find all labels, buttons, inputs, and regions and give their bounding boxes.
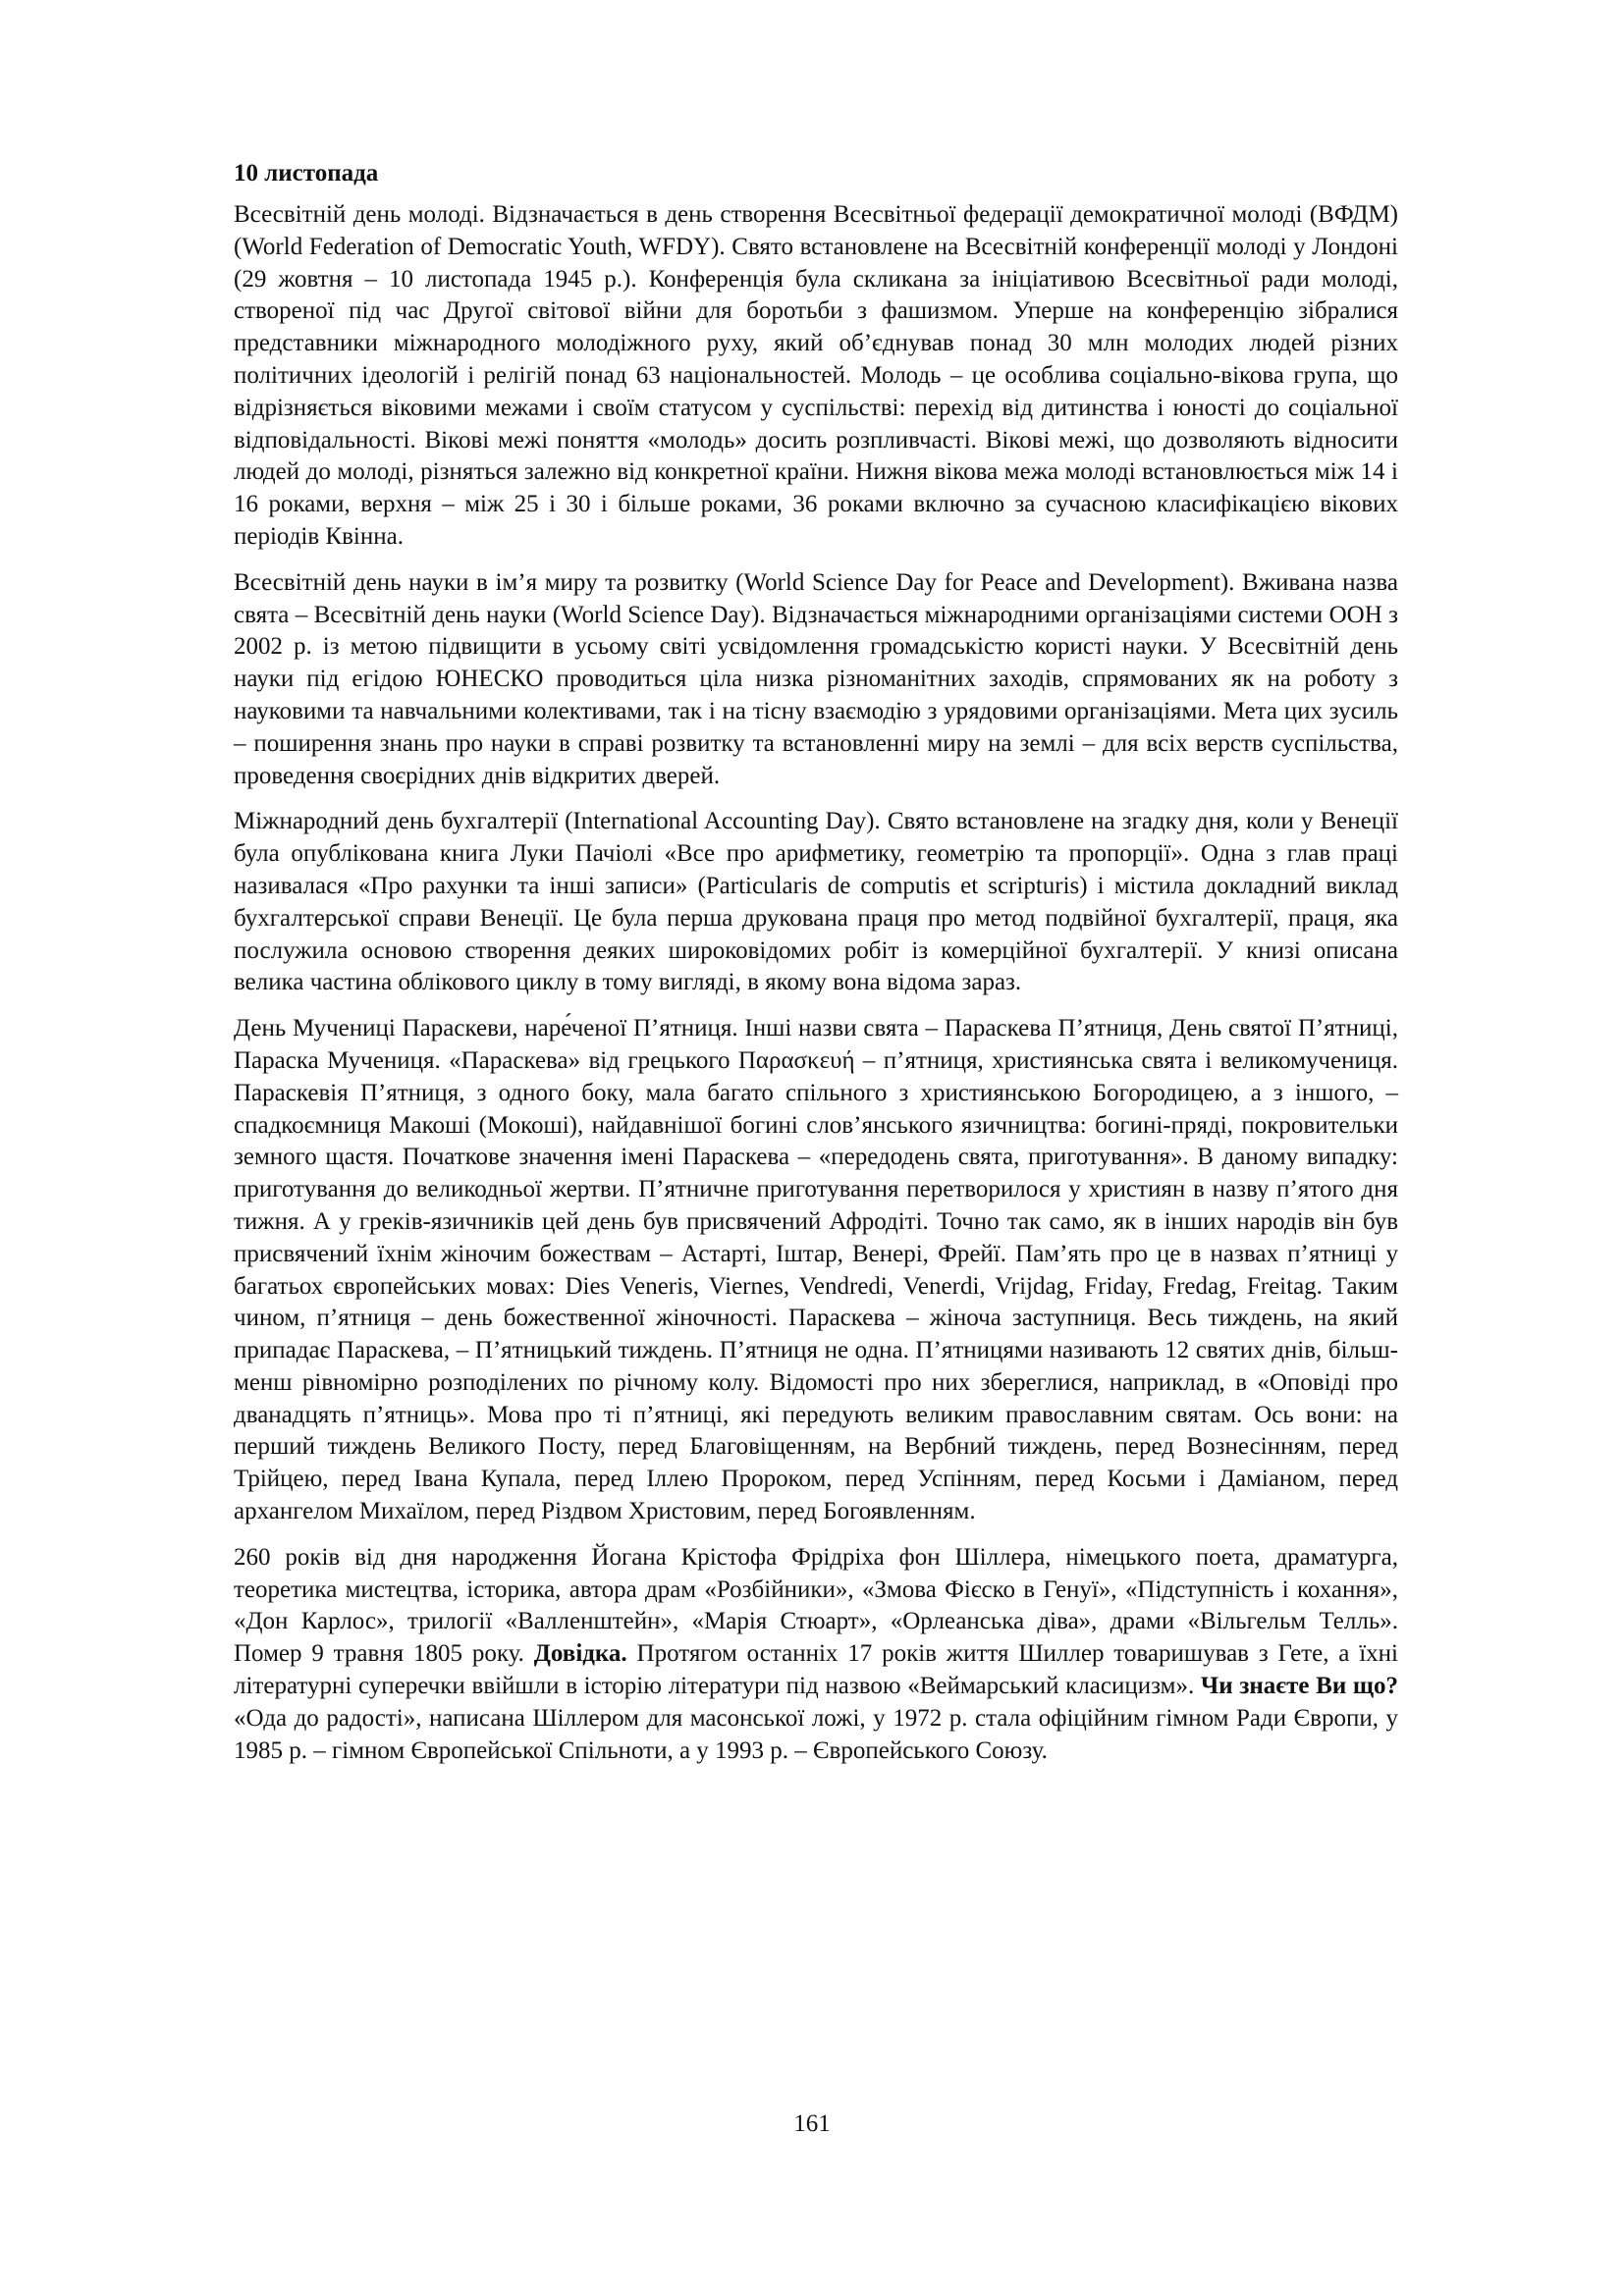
schiller-text-part1: 260 років від дня народження Йогана Крістофа Фрідріха фон Шіллера, німецького поета, драматурга, теоретика мистецтва, історика, автора драм «Розбійники», «Змова Фієско в Генуї», «Підступність і кохання», «Дон Карлос», трилогії «Валленштейн», «Марія Стюарт», «Орлеанська діва», драми «Вільгельм Телль». Помер 9 травня 1805 року. [234,1543,1398,1668]
paragraph-paraskeva-day: День Мучениці Параскеви, наре́ченої П’ятниця. Інші назви свята – Параскева П’ятниця, День святої П’ятниці, Параска Мучениця. «Параскева» від грецького Παρασκευή – п’ятниця, християнська свята і великомучениця. Параскевія П’ятниця, з одного боку, мала багато спільного з християнською Богородицею, а з іншого, – спадкоємниця Макоші (Мокоші), найдавнішої богині слов’янського язичництва: богині-пряді, покровительки земного щастя. Початкове значення імені Параскева – «передодень свята, приготування». В даному випадку: приготування до великодньої жертви. П’ятничне приготування перетворилося у християн в назву п’ятого дня тижня. А у греків-язичників цей день був присвячений Афродіті. Точно так само, як в інших народів він був присвячений їхнім жіночим божествам – Астарті, Іштар, Венері, Фрейї. Пам’ять про це в назвах п’ятниці у багатьох європейських мовах: Dies Veneris, Viernes, Vendredi, Venerdi, Vrijdag, Friday, Fredag, Freitag. Таким чином, п’ятниця – день божественної жіночності. Параскева – жіноча заступниця. Весь тиждень, на який припадає Параскева, – П’ятницький тиждень. П’ятниця не одна. П’ятницями називають 12 святих днів, більш-менш рівномірно розподілених по річному колу. Відомості про них збереглися, наприклад, в «Оповіді про дванадцять п’ятниць». Мова про ті п’ятниці, які передують великим православним святам. Ось вони: на перший тиждень Великого Посту, перед Благовіщенням, на Вербний тиждень, перед Вознесінням, перед Трійцею, перед Івана Купала, перед Іллею Пророком, перед Успінням, перед Косьми і Даміаном, перед архангелом Михаїлом, перед Різдвом Христовим, перед Богоявленням. [234,1015,1398,1525]
paragraph-accounting-day: Міжнародний день бухгалтерії (International Accounting Day). Свято встановлене на згадку дня, коли у Венеції була опублікована книга Луки Пачіолі «Все про арифметику, геометрію та пропорції». Одна з глав праці називалася «Про рахунки та інші записи» (Particularis de computis et scripturis) і містила докладний виклад бухгалтерської справи Венеції. Це була перша друкована праця про метод подвійної бухгалтерії, праця, яка послужила основою створення деяких широковідомих робіт із комерційної бухгалтерії. У книзі описана велика частина облікового циклу в тому вигляді, в якому вона відома зараз. [234,808,1398,996]
schiller-text-part3: «Ода до радості», написана Шіллером для масонської ложі, у 1972 р. стала офіційним гімном Ради Європи, у 1985 р. – гімном Європейської Спільноти, а у 1993 р. – Європейського Союзу. [234,1704,1398,1764]
date-heading: 10 листопада [234,160,379,187]
page-number: 161 [793,2110,831,2137]
paragraph-schiller [234,1542,1398,1768]
paragraph-science-day: Всесвітній день науки в ім’я миру та розвитку (World Science Day for Peace and Development). Вживана назва свята – Всесвітній день науки (World Science Day). Відзначається міжнародними організаціями системи ООН з 2002 р. із метою підвищити в усьому світі усвідомлення громадськістю користі науки. У Всесвітній день науки під егідою ЮНЕСКО проводиться ціла низка різноманітних заходів, спрямованих як на роботу з науковими та навчальними колективами, так і на тісну взаємодію з урядовими організаціями. Мета цих зусиль – поширення знань про науки в справі розвитку та встановленні миру на землі – для всіх верств суспільства, проведення своєрідних днів відкритих дверей. [234,568,1398,789]
did-you-know-label: Чи знаєте Ви що? [1200,1673,1398,1700]
page-content [234,157,1398,1781]
paragraph-youth-day: Всесвітній день молоді. Відзначається в день створення Всесвітньої федерації демократичної молоді (ВФДМ) (World Federation of Democratic Youth, WFDY). Свято встановлене на Всесвітній конференції молоді у Лондоні (29 жовтня – 10 листопада 1945 р.). Конференція була скликана за ініціативою Всесвітньої ради молоді, створеної під час Другої світової війни для боротьби з фашизмом. Уперше на конференцію зібралися представники міжнародного молодіжного руху, який об’єднував понад 30 млн молодих людей різних політичних ідеологій і релігій понад 63 національностей. Молодь – це особлива соціально-вікова група, що відрізняється віковими межами і своїм статусом у суспільстві: перехід від дитинства і юності до соціальної відповідальності. Вікові межі поняття «молодь» досить розпливчасті. Вікові межі, що дозволяють відносити людей до молоді, різняться залежно від конкретної країни. Нижня вікова межа молоді встановлюється між 14 і 16 роками, верхня – між 25 і 30 і більше роками, 36 роками включно за сучасною класифікацією вікових періодів Квінна. [234,201,1398,550]
reference-label: Довідка. [533,1640,627,1668]
schiller-text-part2: Протягом останніх 17 років життя Шиллер товаришував з Гете, а їхні літературні суперечки ввійшли в історію літератури під назвою «Веймарський класицизм». [234,1640,1398,1700]
